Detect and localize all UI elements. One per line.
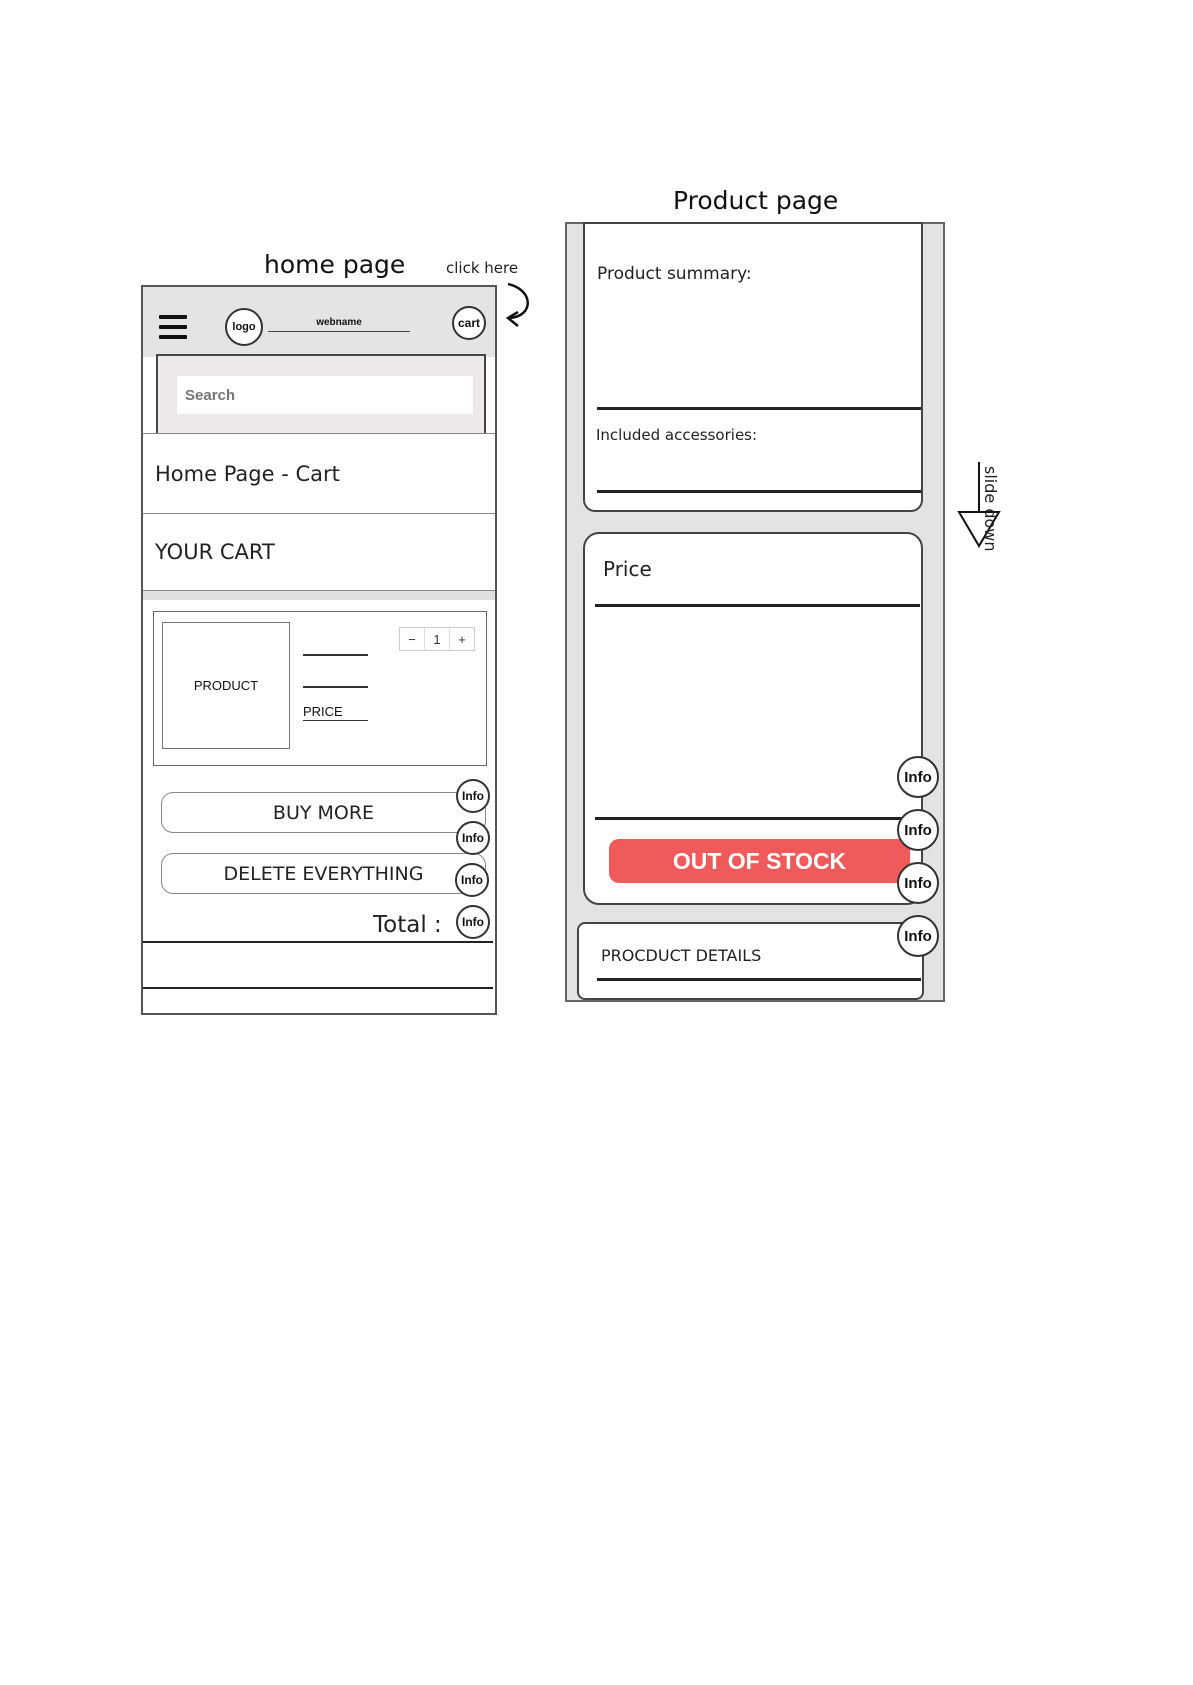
breadcrumb: Home Page - Cart (143, 433, 495, 513)
decrement-button[interactable]: − (400, 628, 425, 650)
increment-button[interactable]: + (458, 631, 466, 647)
details-line (597, 978, 921, 981)
buy-more-button[interactable]: BUY MORE (161, 792, 486, 833)
price-label: Price (603, 557, 652, 581)
price-card (583, 532, 923, 905)
product-page-screen (565, 222, 945, 1002)
home-page-heading: home page (264, 250, 406, 279)
slide-down-note: slide down (981, 466, 1000, 552)
webname[interactable]: webname (268, 317, 410, 332)
footer-line (143, 987, 493, 989)
product-price: PRICE (303, 704, 368, 721)
divider (143, 590, 495, 600)
product-details-card[interactable] (577, 922, 924, 1000)
cart-product-card (153, 611, 487, 766)
product-desc-line (303, 686, 368, 688)
info-badge[interactable]: Info (456, 821, 490, 855)
info-badge[interactable]: Info (897, 756, 939, 798)
summary-card (583, 222, 923, 512)
section-title: YOUR CART (143, 513, 495, 591)
info-badge[interactable]: Info (897, 809, 939, 851)
accessories-line (597, 490, 921, 493)
product-summary-label: Product summary: (597, 264, 752, 284)
included-accessories-label: Included accessories: (596, 426, 758, 444)
price-line (595, 604, 920, 607)
product-page-heading: Product page (673, 186, 839, 215)
info-badge[interactable]: Info (456, 779, 490, 813)
quantity-stepper (399, 627, 475, 651)
out-of-stock-button[interactable]: OUT OF STOCK (609, 839, 910, 883)
search-bar (156, 354, 486, 434)
cart-button[interactable]: cart (452, 306, 486, 340)
product-details-label: PROCDUCT DETAILS (601, 946, 762, 965)
info-badge[interactable]: Info (455, 863, 489, 897)
search-input[interactable] (177, 376, 473, 414)
top-bar (143, 287, 495, 357)
curved-arrow-icon (500, 280, 540, 330)
product-name-line (303, 654, 368, 656)
info-badge[interactable]: Info (897, 862, 939, 904)
product-image[interactable]: PRODUCT (162, 622, 290, 749)
quantity-value[interactable]: 1 (425, 628, 450, 650)
click-here-note: click here (446, 259, 519, 277)
hamburger-icon[interactable] (159, 315, 187, 345)
summary-line (597, 407, 921, 410)
price-bottom-line (595, 817, 903, 820)
total-line (143, 941, 493, 943)
total-label: Total : (373, 912, 442, 938)
logo[interactable]: logo (225, 308, 263, 346)
home-page-screen (141, 285, 497, 1015)
delete-everything-button[interactable]: DELETE EVERYTHING (161, 853, 486, 894)
info-badge[interactable]: Info (897, 915, 939, 957)
info-badge[interactable]: Info (456, 905, 490, 939)
